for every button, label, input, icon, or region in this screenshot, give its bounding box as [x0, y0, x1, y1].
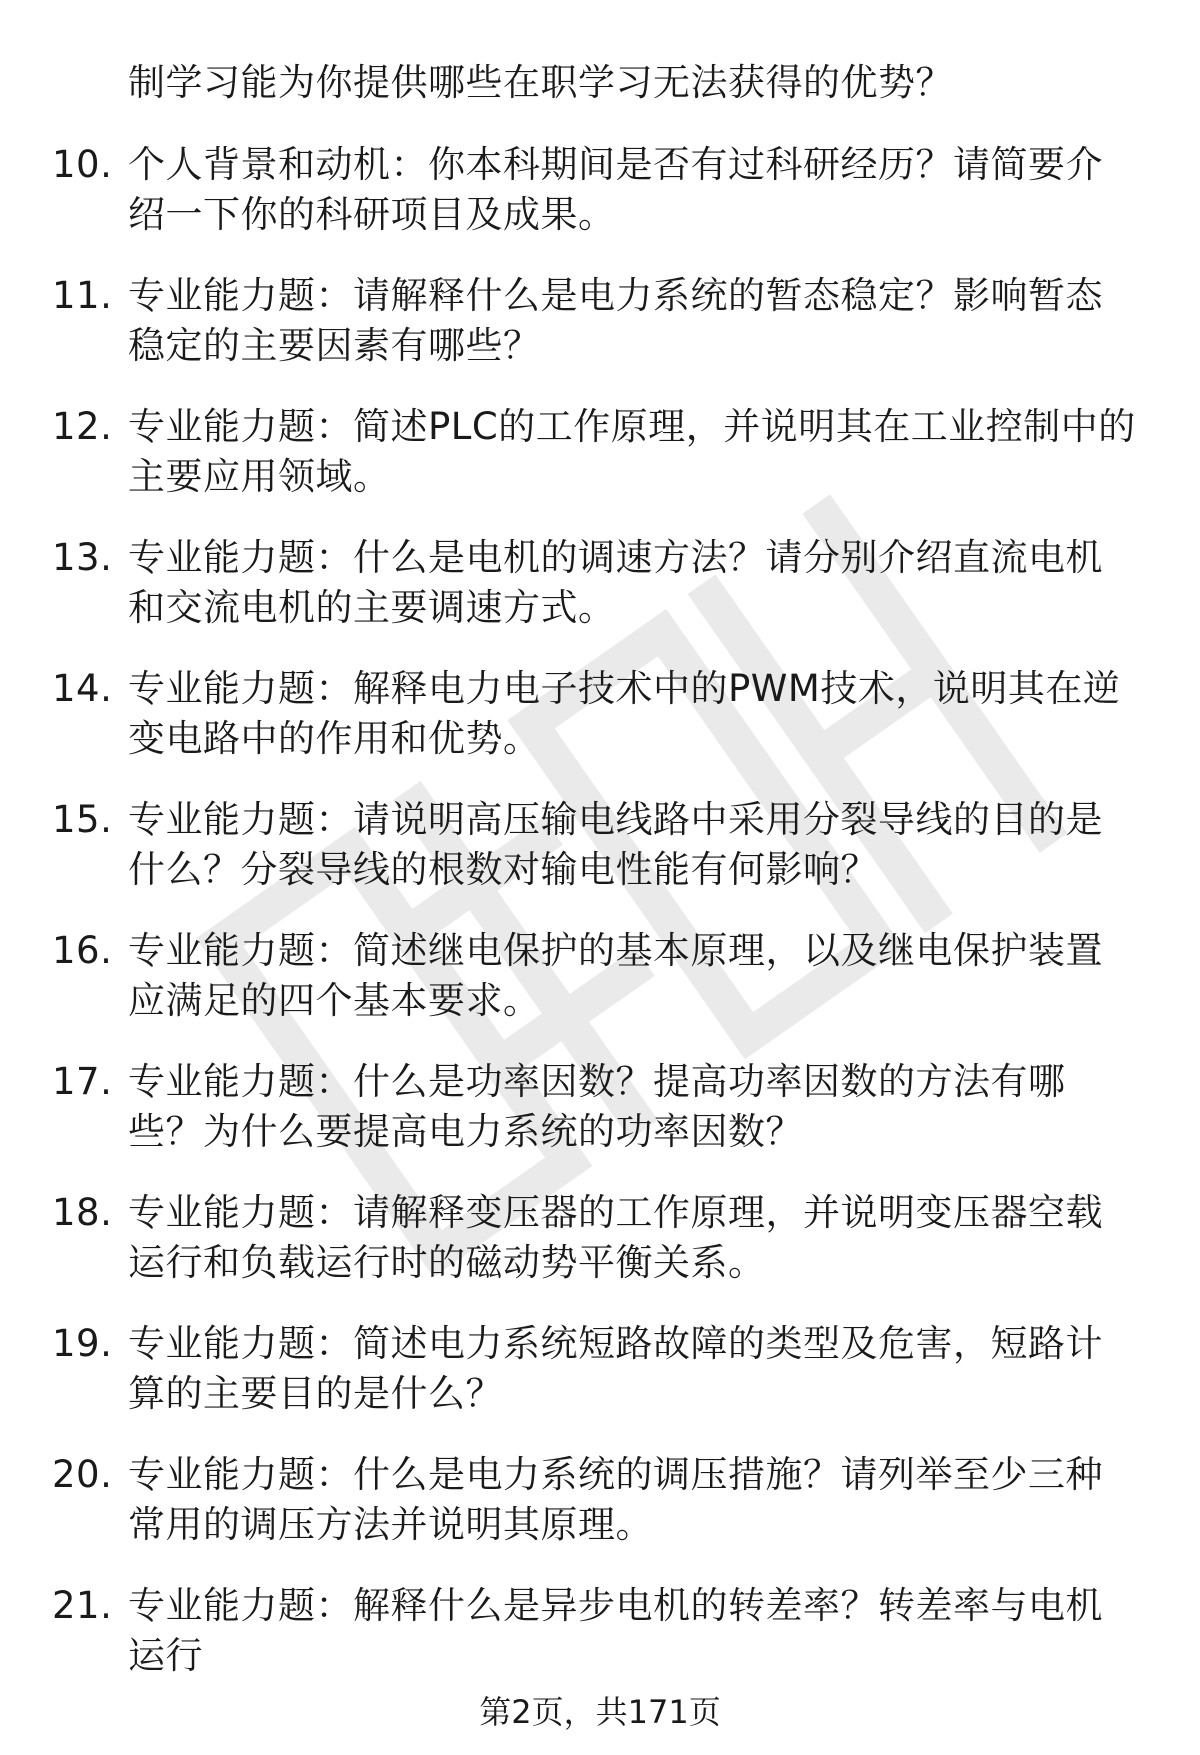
item-number: 19. [52, 1322, 113, 1365]
item-text: 专业能力题：什么是电力系统的调压措施？请列举至少三种常用的调压方法并说明其原理。 [128, 1453, 1103, 1546]
item-number: 16. [52, 929, 113, 972]
list-item [0, 1188, 1200, 1319]
page-footer: 第2页，共171页 [479, 1693, 721, 1731]
item-number: 18. [52, 1191, 113, 1234]
item-text: 专业能力题：解释电力电子技术中的PWM技术，说明其在逆变电路中的作用和优势。 [128, 667, 1121, 760]
item-text: 个人背景和动机：你本科期间是否有过科研经历？请简要介绍一下你的科研项目及成果。 [128, 143, 1103, 236]
list-item [0, 1057, 1200, 1188]
list-item [0, 533, 1200, 664]
item-number: 10. [52, 143, 113, 186]
item-number: 14. [52, 667, 113, 710]
continuation-text: 制学习能为你提供哪些在职学习无法获得的优势？ [128, 61, 953, 104]
item-text: 专业能力题：简述继电保护的基本原理，以及继电保护装置应满足的四个基本要求。 [128, 929, 1103, 1022]
list-item [0, 664, 1200, 795]
item-text: 专业能力题：请解释变压器的工作原理，并说明变压器空载运行和负载运行时的磁动势平衡关系。 [128, 1191, 1103, 1284]
list-item [0, 1319, 1200, 1450]
item-text: 专业能力题：简述电力系统短路故障的类型及危害，短路计算的主要目的是什么？ [128, 1322, 1103, 1415]
list-item [0, 926, 1200, 1057]
item-number: 21. [52, 1584, 113, 1627]
item-text: 专业能力题：请解释什么是电力系统的暂态稳定？影响暂态稳定的主要因素有哪些？ [128, 274, 1103, 367]
item-text: 专业能力题：什么是功率因数？提高功率因数的方法有哪些？为什么要提高电力系统的功率因数？ [128, 1060, 1066, 1153]
item-number: 13. [52, 536, 113, 579]
item-number: 11. [52, 274, 113, 317]
list-item [0, 140, 1200, 271]
question-list [0, 140, 1200, 1712]
list-item [0, 271, 1200, 402]
item-number: 12. [52, 405, 113, 448]
list-item [0, 795, 1200, 926]
item-number: 17. [52, 1060, 113, 1103]
list-item [0, 402, 1200, 533]
item-text: 专业能力题：简述PLC的工作原理，并说明其在工业控制中的主要应用领域。 [128, 405, 1136, 498]
item-number: 15. [52, 798, 113, 841]
item-text: 专业能力题：解释什么是异步电机的转差率？转差率与电机运行 [128, 1584, 1103, 1677]
list-item [0, 1450, 1200, 1581]
item-text: 专业能力题：什么是电机的调速方法？请分别介绍直流电机和交流电机的主要调速方式。 [128, 536, 1103, 629]
item-number: 20. [52, 1453, 113, 1496]
item-text: 专业能力题：请说明高压输电线路中采用分裂导线的目的是什么？分裂导线的根数对输电性能有何影响？ [128, 798, 1103, 891]
